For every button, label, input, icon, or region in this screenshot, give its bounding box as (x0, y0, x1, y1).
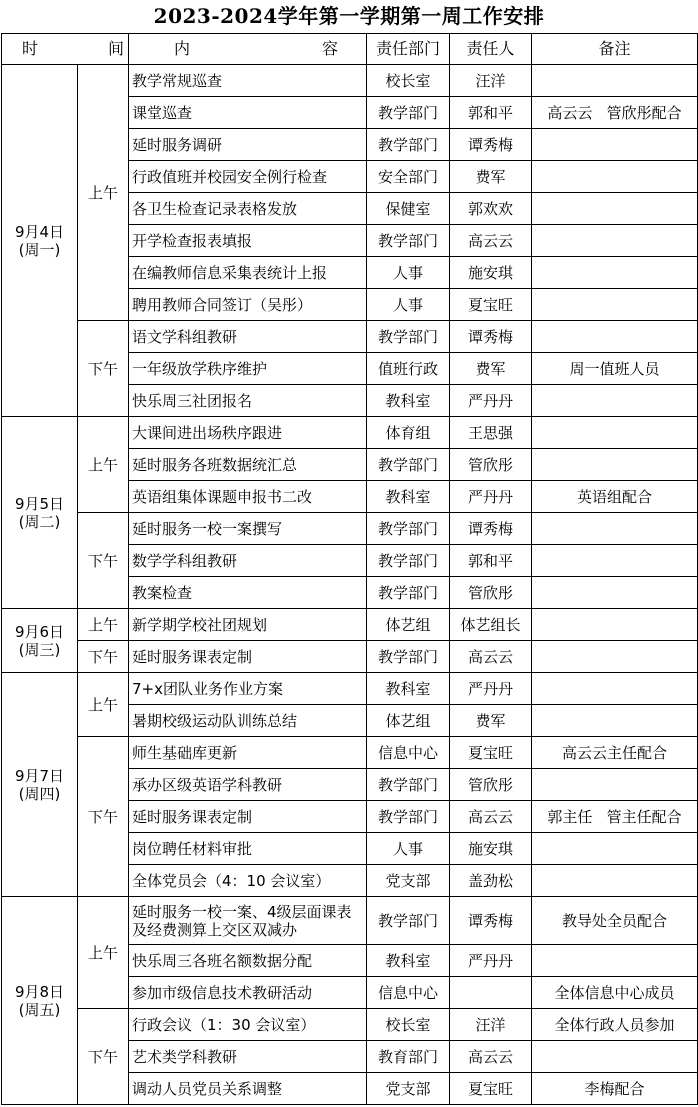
schedule-table (1, 33, 698, 1105)
table-row (2, 897, 698, 945)
content-cell: 教学常规巡查 (129, 65, 367, 97)
note-cell (532, 705, 698, 737)
person-cell: 谭秀梅 (450, 321, 532, 353)
note-cell: 高云云主任配合 (532, 737, 698, 769)
table-row (2, 513, 698, 545)
dept-cell: 教学部门 (367, 449, 450, 481)
table-row (2, 321, 698, 353)
content-cell: 岗位聘任材料审批 (129, 833, 367, 865)
person-cell: 体艺组长 (450, 609, 532, 641)
content-cell: 开学检查报表填报 (129, 225, 367, 257)
person-cell: 谭秀梅 (450, 897, 532, 945)
table-row (2, 609, 698, 641)
person-cell: 夏宝旺 (450, 289, 532, 321)
dept-cell: 教学部门 (367, 321, 450, 353)
person-cell: 管欣彤 (450, 449, 532, 481)
content-cell: 快乐周三各班名额数据分配 (129, 945, 367, 977)
content-cell: 全体党员会（4：10 会议室） (129, 865, 367, 897)
person-cell: 严丹丹 (450, 945, 532, 977)
table-row (2, 737, 698, 769)
person-cell: 高云云 (450, 801, 532, 833)
note-cell: 教导处全员配合 (532, 897, 698, 945)
date-label: 9月6日 (14, 622, 65, 641)
person-cell: 夏宝旺 (450, 737, 532, 769)
note-cell (532, 193, 698, 225)
header-row (2, 34, 698, 65)
person-cell: 郭欢欢 (450, 193, 532, 225)
content-cell: 大课间进出场秩序跟进 (129, 417, 367, 449)
content-cell: 教案检查 (129, 577, 367, 609)
dept-cell: 教学部门 (367, 97, 450, 129)
dept-cell: 教科室 (367, 481, 450, 513)
note-cell (532, 545, 698, 577)
content-cell: 课堂巡查 (129, 97, 367, 129)
note-cell (532, 865, 698, 897)
dept-cell: 信息中心 (367, 977, 450, 1009)
period-cell: 下午 (78, 321, 129, 417)
note-cell (532, 945, 698, 977)
person-cell: 施安琪 (450, 257, 532, 289)
content-cell: 师生基础库更新 (129, 737, 367, 769)
dept-cell: 信息中心 (367, 737, 450, 769)
content-cell: 在编教师信息采集表统计上报 (129, 257, 367, 289)
dept-cell: 校长室 (367, 1009, 450, 1041)
note-cell (532, 833, 698, 865)
content-cell: 快乐周三社团报名 (129, 385, 367, 417)
header-person: 责任人 (450, 34, 532, 65)
dept-cell: 人事 (367, 833, 450, 865)
period-cell: 下午 (78, 641, 129, 673)
person-cell: 谭秀梅 (450, 129, 532, 161)
person-cell: 费军 (450, 705, 532, 737)
person-cell: 严丹丹 (450, 673, 532, 705)
dept-cell: 教学部门 (367, 897, 450, 945)
page-title: 2023-2024学年第一学期第一周工作安排 (153, 4, 545, 28)
note-cell (532, 321, 698, 353)
table-row (2, 673, 698, 705)
dept-cell: 人事 (367, 289, 450, 321)
content-cell: 延时服务一校一案、4级层面课表及经费测算上交区双减办 (129, 897, 367, 945)
person-cell: 谭秀梅 (450, 513, 532, 545)
weekday-label: (周三) (18, 640, 61, 659)
table-row (2, 1009, 698, 1041)
date-label: 9月4日 (14, 222, 65, 241)
content-cell: 新学期学校社团规划 (129, 609, 367, 641)
date-cell (2, 609, 78, 673)
person-cell: 严丹丹 (450, 385, 532, 417)
note-cell (532, 513, 698, 545)
weekday-label: (周二) (18, 512, 61, 531)
dept-cell: 教学部门 (367, 513, 450, 545)
dept-cell: 党支部 (367, 865, 450, 897)
content-cell: 承办区级英语学科教研 (129, 769, 367, 801)
note-cell (532, 129, 698, 161)
period-cell: 上午 (78, 897, 129, 1009)
content-cell: 延时服务一校一案撰写 (129, 513, 367, 545)
note-cell (532, 449, 698, 481)
dept-cell: 校长室 (367, 65, 450, 97)
person-cell: 严丹丹 (450, 481, 532, 513)
person-cell: 高云云 (450, 1041, 532, 1073)
date-label: 9月8日 (14, 982, 65, 1001)
dept-cell: 人事 (367, 257, 450, 289)
content-cell: 行政值班并校园安全例行检查 (129, 161, 367, 193)
person-cell: 郭和平 (450, 97, 532, 129)
date-cell (2, 417, 78, 609)
weekday-label: (周五) (18, 1000, 61, 1019)
person-cell: 夏宝旺 (450, 1073, 532, 1105)
content-cell: 暑期校级运动队训练总结 (129, 705, 367, 737)
dept-cell: 教学部门 (367, 545, 450, 577)
weekday-label: (周一) (18, 240, 61, 259)
note-cell (532, 385, 698, 417)
person-cell: 王思强 (450, 417, 532, 449)
dept-cell: 党支部 (367, 1073, 450, 1105)
period-cell: 上午 (78, 65, 129, 321)
content-cell: 调动人员党员关系调整 (129, 1073, 367, 1105)
header-note: 备注 (532, 34, 698, 65)
table-row (2, 417, 698, 449)
note-cell: 周一值班人员 (532, 353, 698, 385)
dept-cell: 教学部门 (367, 641, 450, 673)
note-cell: 全体信息中心成员 (532, 977, 698, 1009)
person-cell: 费军 (450, 161, 532, 193)
dept-cell: 值班行政 (367, 353, 450, 385)
dept-cell: 教科室 (367, 945, 450, 977)
dept-cell: 体艺组 (367, 705, 450, 737)
content-cell: 各卫生检查记录表格发放 (129, 193, 367, 225)
header-time: 时 间 (2, 34, 129, 65)
person-cell: 汪洋 (450, 1009, 532, 1041)
period-cell: 上午 (78, 609, 129, 641)
content-cell: 延时服务各班数据统汇总 (129, 449, 367, 481)
note-cell (532, 289, 698, 321)
note-cell (532, 257, 698, 289)
dept-cell: 教学部门 (367, 225, 450, 257)
content-cell: 英语组集体课题申报书二改 (129, 481, 367, 513)
dept-cell: 教学部门 (367, 577, 450, 609)
period-cell: 下午 (78, 1009, 129, 1105)
content-cell: 语文学科组教研 (129, 321, 367, 353)
note-cell: 郭主任 管主任配合 (532, 801, 698, 833)
person-cell: 施安琪 (450, 833, 532, 865)
note-cell (532, 1041, 698, 1073)
table-row (2, 641, 698, 673)
note-cell: 全体行政人员参加 (532, 1009, 698, 1041)
content-cell: 一年级放学秩序维护 (129, 353, 367, 385)
date-cell (2, 65, 78, 417)
note-cell (532, 673, 698, 705)
header-content: 内 容 (129, 34, 367, 65)
person-cell: 盖劲松 (450, 865, 532, 897)
note-cell (532, 65, 698, 97)
person-cell: 郭和平 (450, 545, 532, 577)
person-cell: 费军 (450, 353, 532, 385)
dept-cell: 体艺组 (367, 609, 450, 641)
note-cell (532, 609, 698, 641)
note-cell (532, 225, 698, 257)
note-cell (532, 577, 698, 609)
note-cell: 英语组配合 (532, 481, 698, 513)
period-cell: 下午 (78, 513, 129, 609)
period-cell: 下午 (78, 737, 129, 897)
weekday-label: (周四) (18, 784, 61, 803)
dept-cell: 教科室 (367, 385, 450, 417)
content-cell: 延时服务课表定制 (129, 801, 367, 833)
content-cell: 艺术类学科教研 (129, 1041, 367, 1073)
dept-cell: 教育部门 (367, 1041, 450, 1073)
note-cell (532, 641, 698, 673)
period-cell: 上午 (78, 673, 129, 737)
header-dept: 责任部门 (367, 34, 450, 65)
date-label: 9月7日 (14, 766, 65, 785)
person-cell: 管欣彤 (450, 577, 532, 609)
person-cell: 高云云 (450, 225, 532, 257)
dept-cell: 体育组 (367, 417, 450, 449)
content-cell: 延时服务调研 (129, 129, 367, 161)
content-cell: 参加市级信息技术教研活动 (129, 977, 367, 1009)
period-cell: 上午 (78, 417, 129, 513)
content-cell: 聘用教师合同签订（吴彤） (129, 289, 367, 321)
note-cell: 李梅配合 (532, 1073, 698, 1105)
dept-cell: 教学部门 (367, 801, 450, 833)
dept-cell: 教学部门 (367, 769, 450, 801)
content-cell: 7+x团队业务作业方案 (129, 673, 367, 705)
date-label: 9月5日 (14, 494, 65, 513)
person-cell: 高云云 (450, 641, 532, 673)
content-cell: 行政会议（1：30 会议室） (129, 1009, 367, 1041)
note-cell (532, 769, 698, 801)
content-cell: 延时服务课表定制 (129, 641, 367, 673)
dept-cell: 教科室 (367, 673, 450, 705)
date-cell (2, 897, 78, 1105)
person-cell: 汪洋 (450, 65, 532, 97)
table-row (2, 65, 698, 97)
dept-cell: 保健室 (367, 193, 450, 225)
dept-cell: 教学部门 (367, 129, 450, 161)
note-cell (532, 417, 698, 449)
note-cell (532, 161, 698, 193)
content-cell: 数学学科组教研 (129, 545, 367, 577)
person-cell: 管欣彤 (450, 769, 532, 801)
date-cell (2, 673, 78, 897)
note-cell: 高云云 管欣彤配合 (532, 97, 698, 129)
person-cell (450, 977, 532, 1009)
dept-cell: 安全部门 (367, 161, 450, 193)
